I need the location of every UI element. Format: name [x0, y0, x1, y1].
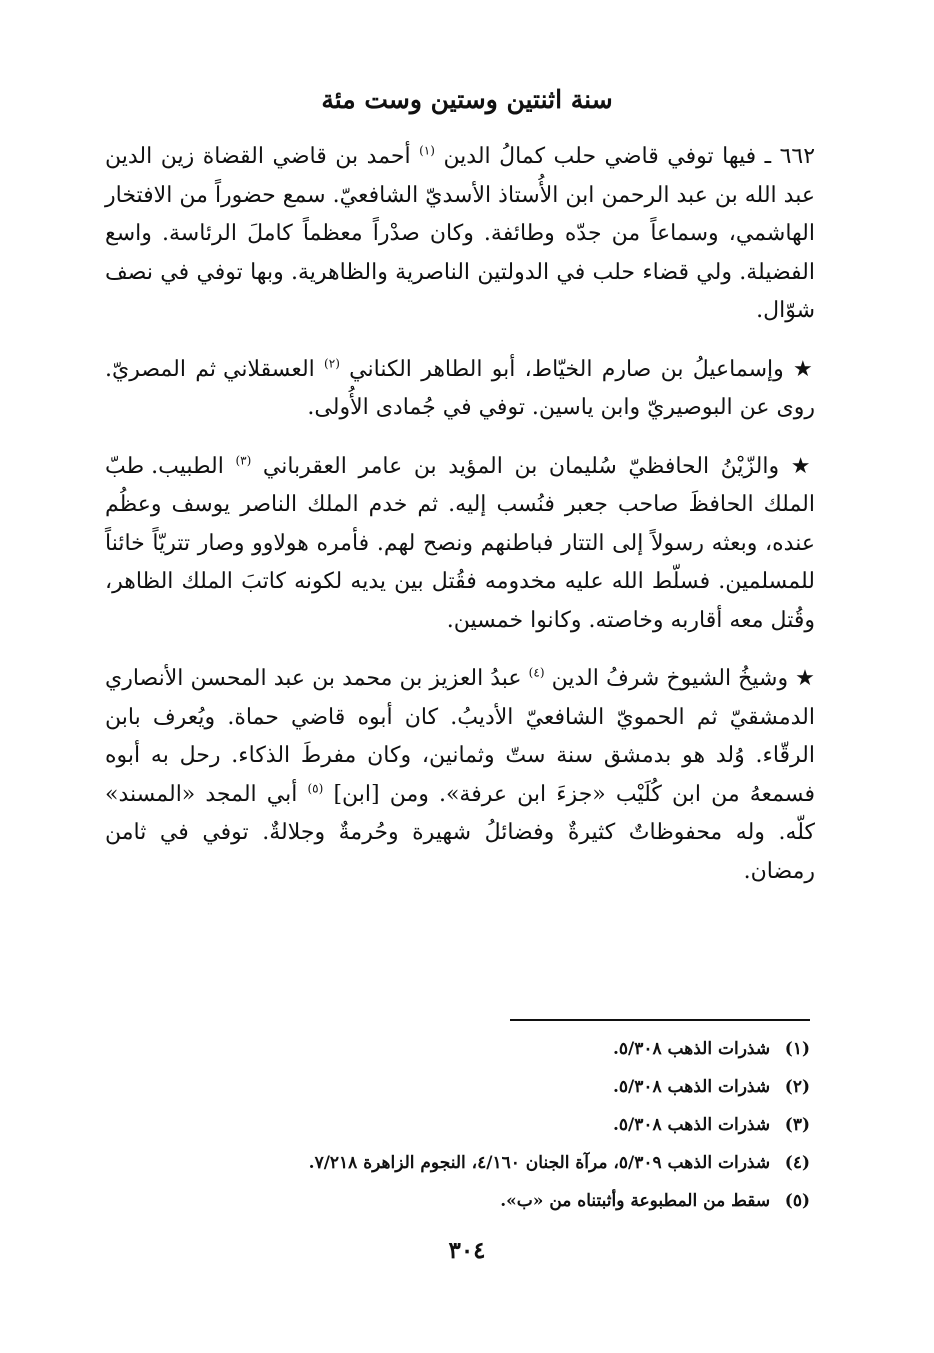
entry-lead: ★ وشيخُ الشيوخ شرفُ الدين	[551, 666, 815, 691]
footnote-text: شذرات الذهب ٥/٣٠٨.	[612, 1039, 771, 1059]
entry-ismail	[105, 351, 815, 428]
footnote-text: شذرات الذهب ٥/٣٠٩، مرآة الجنان ٤/١٦٠، النجوم الزاهرة ٧/٢١٨.	[308, 1153, 771, 1173]
footnote-ref-4[interactable]: (٤)	[528, 665, 545, 680]
footnote-ref-3[interactable]: (٣)	[235, 453, 252, 468]
footnote-ref-1[interactable]: (١)	[419, 143, 435, 158]
page-number: ٣٠٤	[448, 1237, 486, 1264]
entry-kamal-al-din	[105, 138, 815, 331]
entry-text: أحمد بن قاضي القضاة زين الدين عبد الله بن عبد الرحمن ابن الأُستاذ الأسديّ الشافعيّ. سمع حضوراً من الافتخار الهاشمي، وسماعاً من جدّه وطائفة. وكان صدْراً معظماً كاملَ الرئاسة. واسع الفضيلة. ولي قضاء حلب في الدولتين الناصرية والظاهرية. وبها توفي في نصف شوّال.	[105, 144, 815, 323]
entry-text: الطبيب. طبّ الملك الحافظَ صاحب جعبر فنُسب إليه. ثم خدم الملك الناصر يوسف وعظُم عنده، وبعثه رسولاً إلى التتار فباطنهم ونصح لهم. فأمره هولاوو وصار تتريّاً خائناً للمسلمين. فسلّط الله عليه مخدومه فقُتل بين يديه لكونه كاتبَ الملك الظاهر، وقُتل معه أقاربه وخاصته. وكانوا خمسين.	[105, 453, 815, 633]
entry-sulayman	[105, 448, 815, 641]
entry-text: عبدُ العزيز بن محمد بن عبد المحسن الأنصاري الدمشقيّ ثم الحمويّ الشافعيّ الأديبُ. كان أبوه قاضي حماة. ويُعرف بابن الرقّاء. وُلد هو بدمشق سنة ستّ وثمانين، وكان مفرطَ الذكاء. رحل به أبوه فسمعهُ من ابن كُلَيْب «جزءَ ابن عرفة». ومن [ابن]	[105, 666, 816, 807]
footnote-text: شذرات الذهب ٥/٣٠٨.	[612, 1077, 771, 1097]
entry-text: العسقلاني ثم المصريّ. روى عن البوصيريّ وابن ياسين. توفي في جُمادى الأُولى.	[105, 356, 815, 420]
footnote-text: شذرات الذهب ٥/٣٠٨.	[612, 1115, 771, 1135]
footnote-ref-5[interactable]: (٥)	[307, 781, 324, 796]
footnote-number: (٥)	[784, 1191, 810, 1211]
page-body	[105, 138, 815, 891]
entry-text-continued: أبي المجد «المسند» كلّه. وله محفوظاتٌ كثيرةٌ وفضائلُ شهيرة وحُرمةٌ وجلالةٌ. توفي في ثامن رمضان.	[105, 781, 815, 884]
footnote-number: (٤)	[784, 1153, 810, 1173]
footnote-2	[105, 1068, 810, 1106]
footnote-4	[105, 1144, 810, 1182]
footnote-text: سقط من المطبوعة وأثبتناه من «ب».	[500, 1191, 771, 1211]
entry-abd-al-aziz	[105, 660, 815, 891]
footnote-5	[105, 1182, 810, 1220]
footnote-1	[105, 1030, 810, 1068]
footnote-3	[105, 1106, 810, 1144]
page-title: سنة اثنتين وستين وست مئة	[321, 85, 613, 114]
footnote-ref-2[interactable]: (٢)	[324, 356, 340, 371]
entry-lead: ٦٦٢ ـ فيها توفي قاضي حلب كمالُ الدين	[443, 144, 816, 169]
footnote-divider	[510, 1019, 810, 1021]
entry-lead: ★ وإسماعيلُ بن صارم الخيّاط، أبو الطاهر الكناني	[349, 356, 816, 382]
footnotes-list	[105, 1030, 810, 1220]
footnote-number: (٣)	[784, 1115, 810, 1135]
footnote-number: (١)	[784, 1039, 810, 1059]
entry-lead: ★ والزّيْنُ الحافظيّ سُليمان بن المؤيد بن عامر العقرباني	[262, 453, 816, 479]
footnote-number: (٢)	[784, 1077, 810, 1097]
